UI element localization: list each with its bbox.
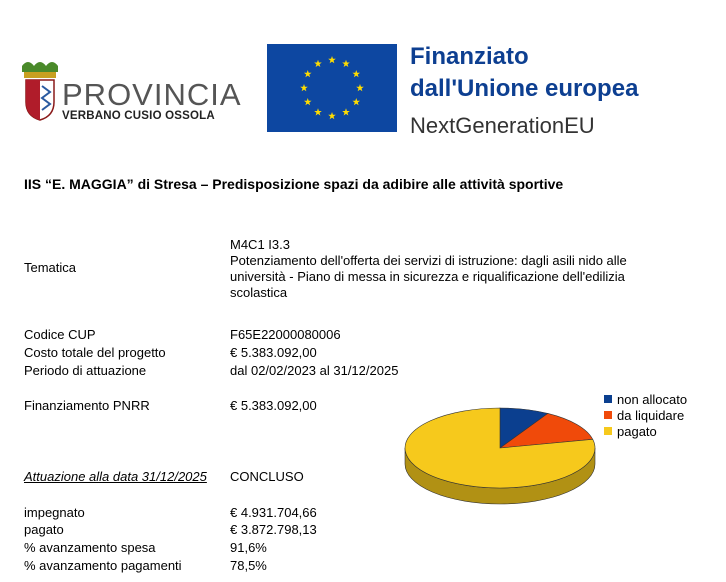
periodo-value: dal 02/02/2023 al 31/12/2025 bbox=[230, 363, 399, 378]
legend-item-pagato bbox=[604, 423, 687, 439]
costo-value: € 5.383.092,00 bbox=[230, 345, 317, 360]
tematica-code: M4C1 I3.3 bbox=[230, 237, 290, 252]
tematica-value bbox=[230, 237, 685, 301]
cup-label: Codice CUP bbox=[24, 327, 96, 342]
impegnato-label: impegnato bbox=[24, 505, 85, 520]
attuazione-label: Attuazione alla data 31/12/2025 bbox=[24, 469, 207, 484]
legend-item-da-liquidare bbox=[604, 407, 687, 423]
pagato-value: € 3.872.798,13 bbox=[230, 522, 317, 537]
pagamenti-label: % avanzamento pagamenti bbox=[24, 558, 182, 573]
legend-swatch bbox=[604, 427, 612, 435]
chart-legend bbox=[604, 391, 687, 439]
legend-label: da liquidare bbox=[617, 407, 685, 423]
legend-item-non-allocato bbox=[604, 391, 687, 407]
page-title: IIS “E. MAGGIA” di Stresa – Predisposizione spazi da adibire alle attività sportive bbox=[24, 176, 564, 192]
spesa-value: 91,6% bbox=[230, 540, 267, 555]
legend-swatch bbox=[604, 395, 612, 403]
pagamenti-value: 78,5% bbox=[230, 558, 267, 573]
pnrr-label: Finanziamento PNRR bbox=[24, 398, 150, 413]
eu-text-line3: NextGenerationEU bbox=[410, 113, 595, 138]
pagato-label: pagato bbox=[24, 522, 64, 537]
tematica-label: Tematica bbox=[24, 260, 77, 275]
eu-text-line2: dall'Unione europea bbox=[410, 75, 639, 102]
eu-text-line1: Finanziato bbox=[410, 43, 529, 70]
impegnato-value: € 4.931.704,66 bbox=[230, 505, 317, 520]
legend-swatch bbox=[604, 411, 612, 419]
tematica-description: Potenziamento dell'offerta dei servizi di istruzione: dagli asili nido alle università - Piano di messa in sicurezza e riqualificazione dell'edilizia scolastica bbox=[230, 253, 627, 300]
cup-value: F65E22000080006 bbox=[230, 327, 341, 342]
periodo-label: Periodo di attuazione bbox=[24, 363, 147, 378]
legend-label: non allocato bbox=[617, 391, 688, 407]
pie-chart bbox=[400, 400, 605, 510]
provincia-subtitle: VERBANO CUSIO OSSOLA bbox=[62, 110, 215, 122]
provincia-name: PROVINCIA bbox=[62, 77, 242, 112]
spesa-label: % avanzamento spesa bbox=[24, 540, 156, 555]
legend-label: pagato bbox=[617, 423, 657, 439]
pnrr-value: € 5.383.092,00 bbox=[230, 398, 317, 413]
costo-label: Costo totale del progetto bbox=[24, 345, 166, 360]
coat-of-arms-icon bbox=[18, 60, 62, 124]
eu-flag-icon bbox=[267, 44, 397, 132]
attuazione-status: CONCLUSO bbox=[230, 469, 304, 484]
